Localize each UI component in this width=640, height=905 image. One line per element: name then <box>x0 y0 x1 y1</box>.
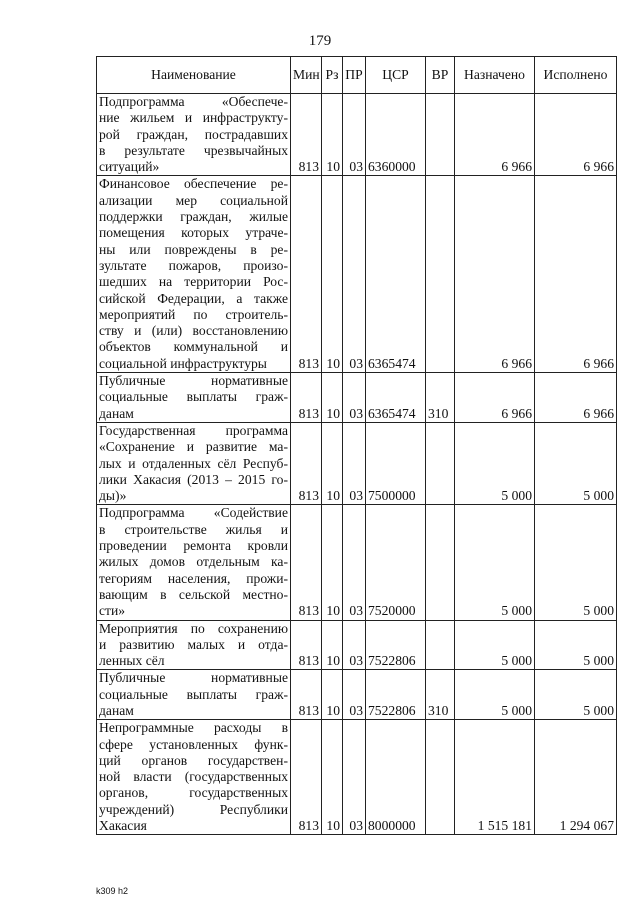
row-executed-cell: 5 000 <box>535 620 617 670</box>
row-rz-cell: 10 <box>322 373 343 423</box>
row-assigned-cell: 5 000 <box>455 670 535 720</box>
table-row <box>97 620 617 670</box>
row-name-line: лых и отдаленных сёл Респуб- <box>99 455 288 471</box>
row-assigned-cell: 6 966 <box>455 176 535 373</box>
row-pr-cell: 03 <box>343 505 366 620</box>
row-name-line: ды)» <box>99 488 127 504</box>
row-assigned-cell: 5 000 <box>455 422 535 504</box>
row-name-line: рой граждан, пострадавших <box>99 126 288 142</box>
row-name-line: ленных сёл <box>99 653 165 669</box>
row-name-line: Финансовое обеспечение ре- <box>99 176 288 192</box>
row-rz-cell: 10 <box>322 670 343 720</box>
row-name-line: ству и (или) восстановлению <box>99 323 288 339</box>
row-name-line: жилых домов отдельным ка- <box>99 554 288 570</box>
row-name-line: социальной инфраструктуры <box>99 355 267 371</box>
row-csr-cell: 7500000 <box>366 422 426 504</box>
row-name-line: тегориям населения, прожи- <box>99 570 288 586</box>
row-assigned-cell: 1 515 181 <box>455 720 535 835</box>
column-header-vr: ВР <box>426 57 455 94</box>
table-body <box>97 94 617 835</box>
row-rz-cell: 10 <box>322 505 343 620</box>
row-name-line: Подпрограмма «Содействие <box>99 505 288 521</box>
row-vr-cell <box>426 720 455 835</box>
row-name-line: сийской Федерации, а также <box>99 290 288 306</box>
row-min-cell: 813 <box>291 176 322 373</box>
row-name-line: Государственная программа <box>99 422 288 438</box>
column-header-pr: ПР <box>343 57 366 94</box>
row-name-line: зультате пожаров, произо- <box>99 257 288 273</box>
row-name-line: в строительстве жилья и <box>99 521 288 537</box>
row-pr-cell: 03 <box>343 720 366 835</box>
footer-code: k309 h2 <box>96 886 129 896</box>
row-pr-cell: 03 <box>343 94 366 176</box>
row-executed-cell: 5 000 <box>535 422 617 504</box>
row-min-cell: 813 <box>291 720 322 835</box>
column-header-rz: Рз <box>322 57 343 94</box>
row-executed-cell: 6 966 <box>535 94 617 176</box>
column-header-executed: Исполнено <box>535 57 617 94</box>
row-name-line: вающим в сельской местно- <box>99 586 288 602</box>
row-assigned-cell: 6 966 <box>455 373 535 423</box>
column-header-assigned: Назначено <box>455 57 535 94</box>
column-header-name: Наименование <box>97 57 291 94</box>
table-row <box>97 94 617 176</box>
table-row <box>97 422 617 504</box>
table-row <box>97 505 617 620</box>
row-name-line: ализации мер социальной <box>99 192 288 208</box>
row-executed-cell: 5 000 <box>535 670 617 720</box>
row-vr-cell <box>426 176 455 373</box>
row-executed-cell: 5 000 <box>535 505 617 620</box>
row-executed-cell: 6 966 <box>535 176 617 373</box>
row-vr-cell <box>426 505 455 620</box>
row-rz-cell: 10 <box>322 94 343 176</box>
row-name-line: Публичные нормативные <box>99 373 288 389</box>
row-rz-cell: 10 <box>322 720 343 835</box>
row-name-line: органов, государственных <box>99 785 288 801</box>
row-name-cell <box>97 176 291 373</box>
row-pr-cell: 03 <box>343 422 366 504</box>
row-pr-cell: 03 <box>343 176 366 373</box>
row-name-line: мероприятий по строитель- <box>99 306 288 322</box>
column-header-min: Мин <box>291 57 322 94</box>
row-name-line: поддержки граждан, жилые <box>99 209 288 225</box>
row-pr-cell: 03 <box>343 670 366 720</box>
row-name-cell <box>97 373 291 423</box>
row-csr-cell: 6365474 <box>366 373 426 423</box>
row-pr-cell: 03 <box>343 620 366 670</box>
row-min-cell: 813 <box>291 670 322 720</box>
row-csr-cell: 7522806 <box>366 670 426 720</box>
row-name-line: данам <box>99 405 134 421</box>
row-name-line: лики Хакасия (2013 – 2015 го- <box>99 471 288 487</box>
row-min-cell: 813 <box>291 620 322 670</box>
table-row <box>97 670 617 720</box>
row-name-line: Мероприятия по сохранению <box>99 620 288 636</box>
row-vr-cell: 310 <box>426 670 455 720</box>
table-row <box>97 176 617 373</box>
table-row <box>97 720 617 835</box>
row-name-cell <box>97 94 291 176</box>
row-min-cell: 813 <box>291 94 322 176</box>
row-rz-cell: 10 <box>322 176 343 373</box>
row-name-line: учреждений) Республики <box>99 801 288 817</box>
row-csr-cell: 7520000 <box>366 505 426 620</box>
row-csr-cell: 7522806 <box>366 620 426 670</box>
row-assigned-cell: 6 966 <box>455 94 535 176</box>
budget-table <box>96 56 617 835</box>
row-pr-cell: 03 <box>343 373 366 423</box>
table-header-row <box>97 57 617 94</box>
row-name-line: Публичные нормативные <box>99 670 288 686</box>
row-rz-cell: 10 <box>322 620 343 670</box>
row-min-cell: 813 <box>291 422 322 504</box>
row-min-cell: 813 <box>291 505 322 620</box>
row-name-line: социальные выплаты граж- <box>99 686 288 702</box>
row-name-cell <box>97 505 291 620</box>
row-name-line: ситуаций» <box>99 159 160 175</box>
row-name-line: и развитию малых и отда- <box>99 636 288 652</box>
table-row <box>97 373 617 423</box>
row-name-line: Хакасия <box>99 818 147 834</box>
row-csr-cell: 8000000 <box>366 720 426 835</box>
row-name-cell <box>97 620 291 670</box>
row-min-cell: 813 <box>291 373 322 423</box>
row-vr-cell <box>426 620 455 670</box>
row-assigned-cell: 5 000 <box>455 620 535 670</box>
row-name-line: сти» <box>99 603 126 619</box>
row-executed-cell: 6 966 <box>535 373 617 423</box>
row-name-line: социальные выплаты граж- <box>99 389 288 405</box>
row-assigned-cell: 5 000 <box>455 505 535 620</box>
row-name-cell <box>97 670 291 720</box>
row-name-line: «Сохранение и развитие ма- <box>99 439 288 455</box>
row-vr-cell <box>426 422 455 504</box>
row-name-line: ны или повреждены в ре- <box>99 241 288 257</box>
row-name-line: ций органов государствен- <box>99 752 288 768</box>
row-name-cell <box>97 720 291 835</box>
row-name-line: сфере установленных функ- <box>99 736 288 752</box>
row-name-line: объектов коммунальной и <box>99 339 288 355</box>
page-number: 179 <box>308 33 332 49</box>
row-executed-cell: 1 294 067 <box>535 720 617 835</box>
row-vr-cell <box>426 94 455 176</box>
row-csr-cell: 6365474 <box>366 176 426 373</box>
row-name-line: помещения которых утраче- <box>99 225 288 241</box>
row-name-line: шедших на территории Рос- <box>99 274 288 290</box>
row-name-line: ной власти (государственных <box>99 769 288 785</box>
row-name-line: данам <box>99 702 134 718</box>
row-name-cell <box>97 422 291 504</box>
row-name-line: ние жильем и инфраструкту- <box>99 110 288 126</box>
row-vr-cell: 310 <box>426 373 455 423</box>
row-name-line: Непрограммные расходы в <box>99 720 288 736</box>
row-name-line: Подпрограмма «Обеспече- <box>99 94 288 109</box>
row-csr-cell: 6360000 <box>366 94 426 176</box>
row-rz-cell: 10 <box>322 422 343 504</box>
column-header-csr: ЦСР <box>366 57 426 94</box>
row-name-line: в результате чрезвычайных <box>99 142 288 158</box>
row-name-line: проведении ремонта кровли <box>99 538 288 554</box>
